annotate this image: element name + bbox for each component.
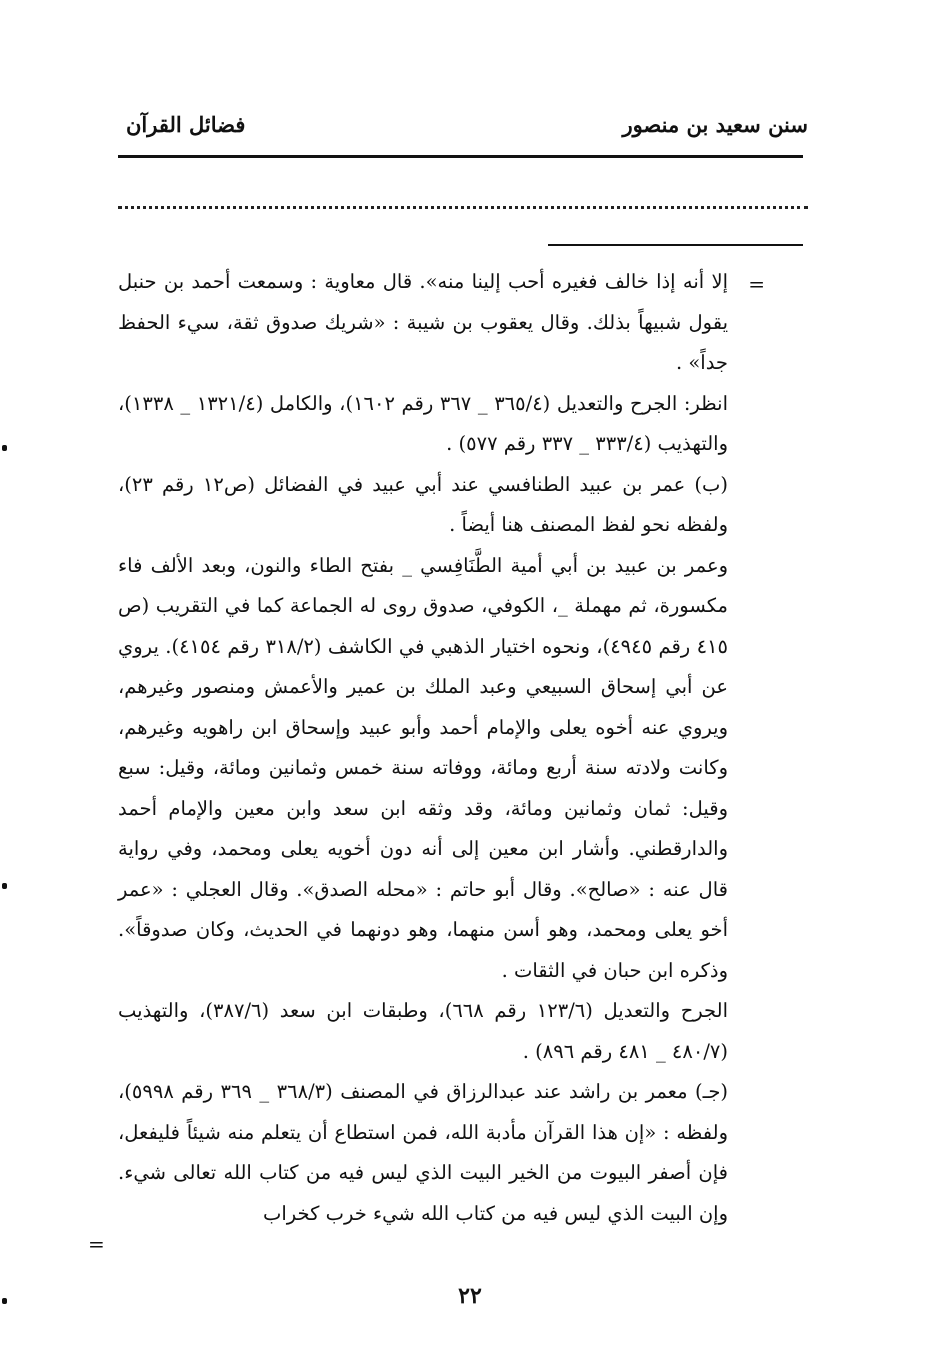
continuation-mark: = (748, 272, 765, 296)
footnote-separator (548, 244, 803, 246)
section-title: فضائل القرآن (126, 112, 246, 137)
continuation-end-mark: = (88, 1232, 105, 1256)
paragraph: وعمر بن عبيد بن أبي أمية الطَّنَافِسي _ بفتح الطاء والنون، وبعد الألف فاء مكسورة، ثم مهملة _، الكوفي، صدوق روى له الجماعة كما في التقريب (ص ٤١٥ رقم ٤٩٤٥)، ونحوه اختيار الذهبي في الكاشف (٣١٨/٢ رقم ٤١٥٤). يروي عن أبي إسحاق السبيعي وعبد الملك بن عمير والأعمش ومنصور وغيرهم، ويروي عنه أخوه يعلى والإمام أحمد وأبو عبيد وإسحاق ابن راهويه وغيرهم، وكانت ولادته سنة أربع ومائة، ووفاته سنة خمس وثمانين ومائة، وقيل: سبع وقيل: ثمان وثمانين ومائة، وقد وثقه ابن سعد وابن معين والإمام أحمد والدارقطني. وأشار ابن معين إلى أنه دون أخويه يعلى ومحمد، وفي رواية قال عنه : «صالح». وقال أبو حاتم : «محله الصدق». وقال العجلي : «عمر أخو يعلى ومحمد، وهو أسن منهما، وهو دونهما في الحديث، وكان صدوقاً». وذكره ابن حبان في الثقات . (118, 553, 728, 982)
dotted-separator (118, 206, 808, 209)
scan-margin-mark (2, 1298, 7, 1304)
paragraph: انظر: الجرح والتعديل (٣٦٥/٤ _ ٣٦٧ رقم ١٦٠٢)، والكامل (١٣٢١/٤ _ ١٣٣٨)، والتهذيب (٣٣٣/٤ _ ٣٣٧ رقم ٥٧٧) . (118, 391, 728, 455)
book-title: سنن سعيد بن منصور (622, 112, 808, 137)
footnote-body (118, 262, 728, 1234)
running-header (118, 112, 808, 148)
header-rule (118, 155, 803, 158)
paragraph: (ب) عمر بن عبيد الطنافسي عند أبي عبيد في الفضائل (ص١٢ رقم ٢٣)، ولفظه نحو لفظ المصنف هنا أيضاً . (118, 472, 728, 536)
page-number: ٢٢ (458, 1283, 482, 1309)
paragraph: (جـ) معمر بن راشد عند عبدالرزاق في المصنف (٣٦٨/٣ _ ٣٦٩ رقم ٥٩٩٨)، ولفظه : «إن هذا القرآن مأدبة الله، فمن استطاع أن يتعلم منه شيئاً فليفعل، فإن أصفر البيوت من الخير البيت الذي ليس فيه من كتاب الله تعالى شيء. وإن البيت الذي ليس فيه من كتاب الله شيء خرب كخراب (118, 1080, 728, 1225)
scan-margin-mark (2, 883, 7, 889)
scan-margin-mark (2, 445, 7, 451)
paragraph: الجرح والتعديل (١٢٣/٦ رقم ٦٦٨)، وطبقات ابن سعد (٣٨٧/٦)، والتهذيب (٤٨٠/٧ _ ٤٨١ رقم ٨٩٦) . (118, 999, 728, 1063)
paragraph: إلا أنه إذا خالف فغيره أحب إلينا منه». قال معاوية : وسمعت أحمد بن حنبل يقول شبيهاً بذلك. وقال يعقوب بن شيبة : «شريك صدوق ثقة، سيء الحفظ جداً» . (118, 270, 728, 374)
